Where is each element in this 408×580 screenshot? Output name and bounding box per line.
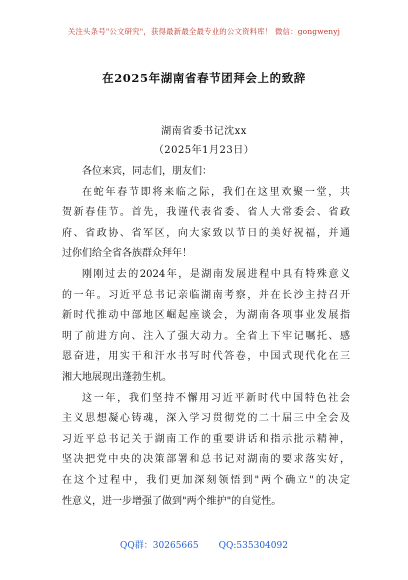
paragraph-line: 新时代推动中部地区崛起座谈会，为湖南各项事业发展指 [62, 310, 350, 322]
paragraph-line: 在这个过程中，我们更加深刻领悟到"两个确立"的决定 [62, 474, 350, 486]
paragraph-line: 各位来宾，同志们，朋友们： [82, 166, 212, 177]
paragraph-line: 这一年，我们坚持不懈用习近平新时代中国特色社会 [82, 392, 350, 404]
promo-banner: 关注头条号"公文研究"，获得最新最全最专业的公文资料库！ 微信：gongwenyj [67, 27, 341, 36]
paragraph-line: 性意义，进一步增强了做到"两个维护"的自觉性。 [62, 495, 282, 507]
paragraph-line: 府、省政协、省军区，向大家致以节日的美好祝福，并通 [62, 227, 350, 239]
document-author: 湖南省委书记沈xx [161, 126, 247, 137]
paragraph-line: 主义思想凝心铸魂，深入学习贯彻党的二十届三中全会及 [62, 413, 350, 425]
paragraph-line: 在蛇年春节即将来临之际，我们在这里欢聚一堂，共 [82, 186, 350, 198]
document-title: 在2025年湖南省春节团拜会上的致辞 [102, 71, 306, 85]
document-body [62, 162, 350, 512]
paragraph-line: 过你们给全省各族群众拜年！ [62, 248, 192, 260]
paragraph-line: 坚决把党中央的决策部署和总书记对湖南的要求落实好， [62, 454, 350, 466]
paragraph-line: 湘大地展现出蓬勃生机。 [62, 371, 172, 383]
paragraph-line: 刚刚过去的2024年，是湖南发展进程中具有特殊意义 [82, 268, 350, 280]
paragraph-line: 习近平总书记关于湖南工作的重要讲话和指示批示精神， [62, 433, 350, 445]
qq-group-number: QQ群：30265665 [120, 541, 199, 551]
document-date: （2025年1月23日） [153, 145, 255, 156]
paragraph-line: 明了前进方向、注入了强大动力。全省上下牢记嘱托、感 [62, 330, 350, 342]
paragraph-line: 贺新春佳节。首先，我谨代表省委、省人大常委会、省政 [62, 207, 350, 219]
paragraph-line: 恩奋进，用实干和汗水书写时代答卷，中国式现代化在三 [62, 351, 350, 363]
qq-number: QQ:535304092 [218, 541, 288, 551]
contact-footer [0, 538, 408, 551]
paragraph-line: 的一年。习近平总书记亲临湖南考察，并在长沙主持召开 [62, 289, 350, 301]
